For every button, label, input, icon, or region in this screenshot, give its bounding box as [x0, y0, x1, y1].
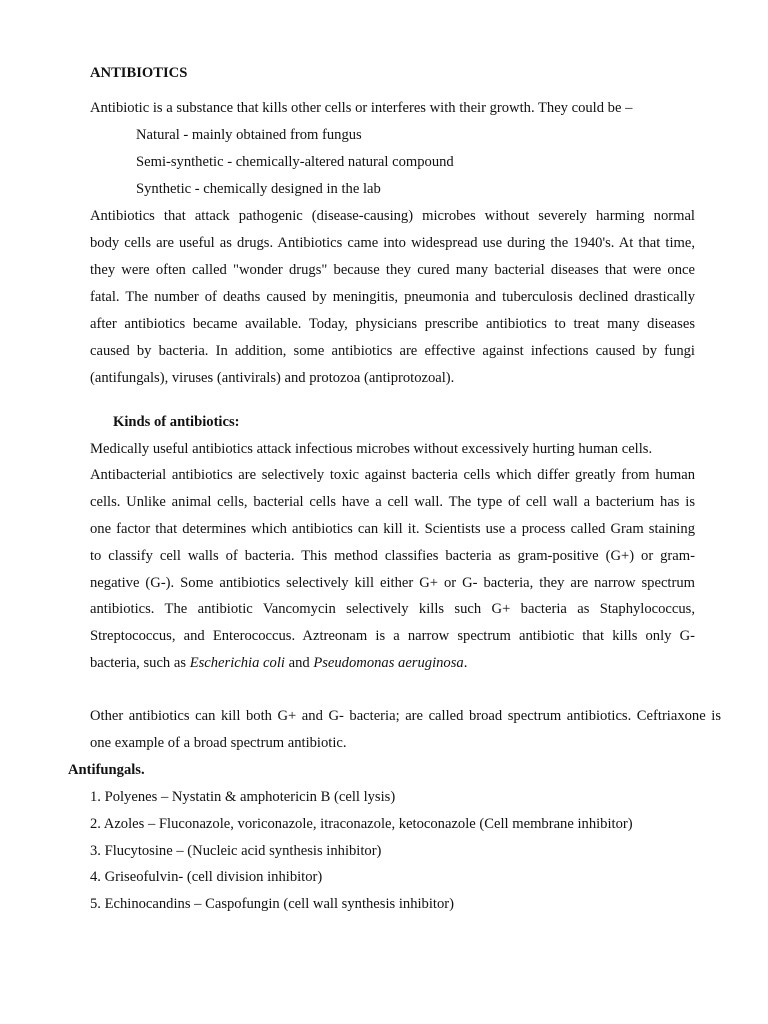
type-semi-synthetic: Semi-synthetic - chemically-altered natural compound — [136, 154, 454, 170]
para2-line: antibiotics. The antibiotic Vancomycin selectively kills such G+ bacteria as Staphylococcus, — [90, 601, 695, 617]
para2-line: one factor that determines which antibiotics can kill it. Scientists use a process called Gram staining — [90, 521, 695, 537]
type-synthetic: Synthetic - chemically designed in the lab — [136, 181, 381, 197]
para1-line: caused by bacteria. In addition, some antibiotics are effective against infections caused by fungi — [90, 343, 695, 359]
kinds-heading: Kinds of antibiotics: — [113, 414, 240, 430]
antifungals-heading: Antifungals. — [68, 762, 145, 778]
para2-line: Antibacterial antibiotics are selectively toxic against bacteria cells which differ greatly from human — [90, 467, 695, 483]
para1-line: fatal. The number of deaths caused by meningitis, pneumonia and tuberculosis declined drastically — [90, 289, 695, 305]
para2-line: to classify cell walls of bacteria. This method classifies bacteria as gram-positive (G+) or gram- — [90, 548, 695, 564]
para1-line: body cells are useful as drugs. Antibiotics came into widespread use during the 1940's. At that time, — [90, 235, 695, 251]
antifungal-item: 1. Polyenes – Nystatin & amphotericin B (cell lysis) — [90, 789, 396, 805]
kinds-intro: Medically useful antibiotics attack infectious microbes without excessively hurting human cells. — [90, 441, 653, 457]
para2-last-prefix: bacteria, such as — [90, 655, 190, 671]
para2-last-suffix: . — [463, 655, 468, 671]
intro-text: Antibiotic is a substance that kills other cells or interferes with their growth. They could be – — [90, 100, 633, 116]
antifungal-item: 3. Flucytosine – (Nucleic acid synthesis inhibitor) — [90, 843, 382, 859]
para2-line: Streptococcus, and Enterococcus. Aztreonam is a narrow spectrum antibiotic that kills only G- — [90, 628, 695, 644]
para2-line: negative (G-). Some antibiotics selectively kill either G+ or G- bacteria, they are narrow spectrum — [90, 575, 695, 591]
antifungal-item: 5. Echinocandins – Caspofungin (cell wall synthesis inhibitor) — [90, 896, 454, 912]
page-title: ANTIBIOTICS — [90, 65, 188, 81]
para1-line: after antibiotics became available. Today, physicians prescribe antibiotics to treat many diseases — [90, 316, 695, 332]
antifungal-item: 4. Griseofulvin- (cell division inhibitor) — [90, 869, 323, 885]
para2-line: cells. Unlike animal cells, bacterial cells have a cell wall. The type of cell wall a bacterium has is — [90, 494, 695, 510]
organism-e-coli: Escherichia coli — [189, 655, 285, 671]
organism-p-aeruginosa: Pseudomonas aeruginosa — [313, 655, 464, 671]
para1-line: (antifungals), viruses (antivirals) and protozoa (antiprotozoal). — [90, 370, 455, 386]
para3-line: one example of a broad spectrum antibiotic. — [90, 735, 347, 751]
para2-last-line — [90, 654, 467, 672]
para2-last-and: and — [284, 655, 314, 671]
para3-line: Other antibiotics can kill both G+ and G- bacteria; are called broad spectrum antibiotics. Ceftriaxone is — [90, 708, 721, 724]
para1-line: they were often called "wonder drugs" because they cured many bacterial diseases that were once — [90, 262, 695, 278]
type-natural: Natural - mainly obtained from fungus — [136, 127, 362, 143]
para1-line: Antibiotics that attack pathogenic (disease-causing) microbes without severely harming normal — [90, 208, 695, 224]
antifungal-item: 2. Azoles – Fluconazole, voriconazole, itraconazole, ketoconazole (Cell membrane inhibitor) — [90, 816, 633, 832]
